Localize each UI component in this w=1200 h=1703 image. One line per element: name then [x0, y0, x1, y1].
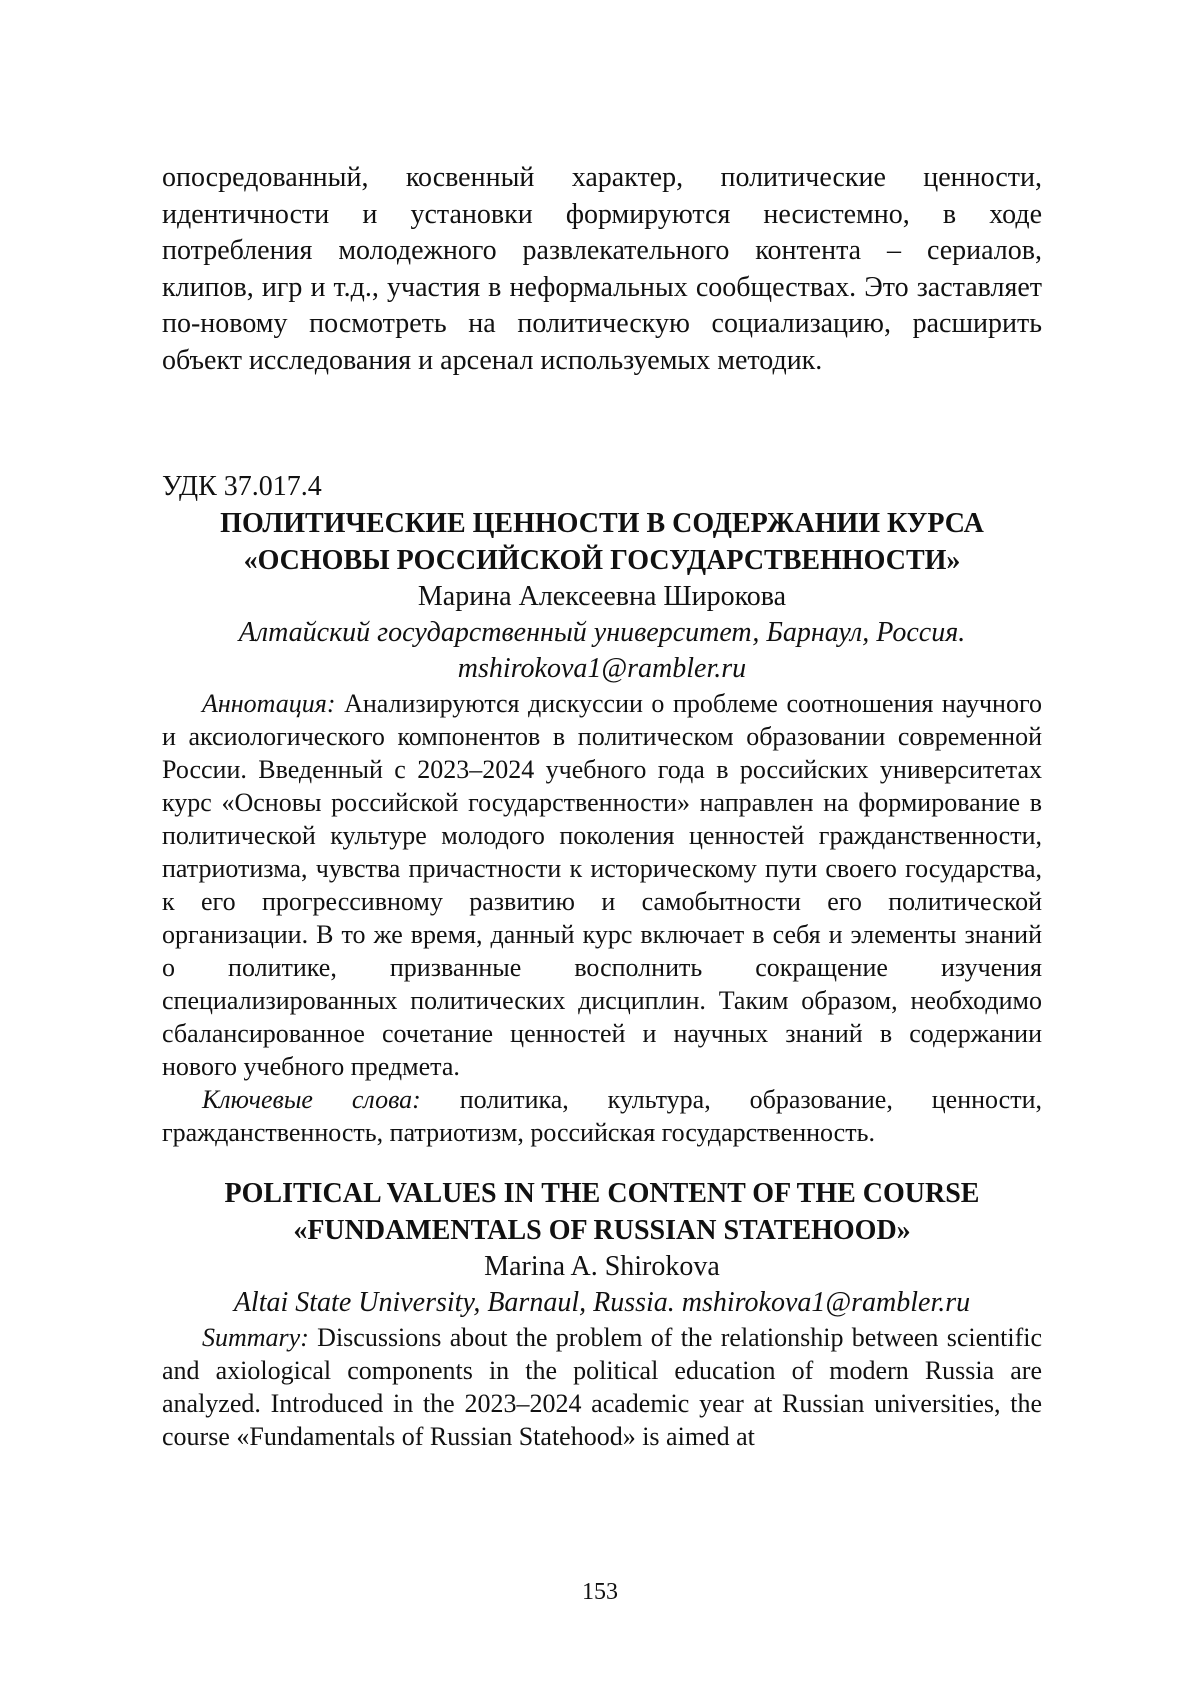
ru-keywords	[162, 1083, 1042, 1149]
ru-email: mshirokova1@rambler.ru	[162, 651, 1042, 687]
en-author: Marina A. Shirokova	[162, 1249, 1042, 1285]
continued-paragraph: опосредованный, косвенный характер, политические ценности, идентичности и установки формируются несистемно, в ходе потребления молодежного развлекательного контента – сериалов, клипов, игр и т.д., участия в неформальных сообществах. Это заставляет по-новому посмотреть на политическую социализацию, расширить объект исследования и арсенал используемых методик.	[162, 160, 1042, 379]
document-page	[162, 160, 1042, 1453]
ru-title-line-1: ПОЛИТИЧЕСКИЕ ЦЕННОСТИ В СОДЕРЖАНИИ КУРСА	[162, 505, 1042, 542]
en-title	[162, 1175, 1042, 1249]
ru-abstract-text: Анализируются дискуссии о проблеме соотношения научного и аксиологического компонентов в политическом образовании современной России. Введенный с 2023–2024 учебного года в российских университетах курс «Основы российской государственности» направлен на формирование в политической культуре молодого поколения ценностей гражданственности, патриотизма, чувства причастности к историческому пути своего государства, к его прогрессивному развитию и самобытности его политической организации. В то же время, данный курс включает в себя и элементы знаний о политике, призванные восполнить сокращение изучения специализированных политических дисциплин. Таким образом, необходимо сбалансированное сочетание ценностей и научных знаний в содержании нового учебного предмета.	[162, 689, 1042, 1081]
ru-abstract	[162, 687, 1042, 1083]
en-affiliation: Altai State University, Barnaul, Russia. mshirokova1@rambler.ru	[162, 1285, 1042, 1321]
page-number: 153	[0, 1577, 1200, 1607]
ru-title	[162, 505, 1042, 579]
en-title-line-1: POLITICAL VALUES IN THE CONTENT OF THE COURSE	[162, 1175, 1042, 1212]
en-title-line-2: «FUNDAMENTALS OF RUSSIAN STATEHOOD»	[162, 1212, 1042, 1249]
ru-keywords-label: Ключевые слова:	[202, 1085, 421, 1114]
ru-title-line-2: «ОСНОВЫ РОССИЙСКОЙ ГОСУДАРСТВЕННОСТИ»	[162, 542, 1042, 579]
en-summary-label: Summary:	[202, 1323, 309, 1352]
ru-keywords-text: политика, культура, образование, ценности, гражданственность, патриотизм, российская государственность.	[162, 1085, 1042, 1147]
ru-abstract-label: Аннотация:	[202, 689, 336, 718]
ru-affiliation: Алтайский государственный университет, Барнаул, Россия.	[162, 615, 1042, 651]
en-summary	[162, 1321, 1042, 1453]
ru-author: Марина Алексеевна Широкова	[162, 579, 1042, 615]
en-summary-text: Discussions about the problem of the relationship between scientific and axiological components in the political education of modern Russia are analyzed. Introduced in the 2023–2024 academic year at Russian universities, the course «Fundamentals of Russian Statehood» is aimed at	[162, 1323, 1042, 1451]
udk-code: УДК 37.017.4	[162, 469, 1042, 505]
